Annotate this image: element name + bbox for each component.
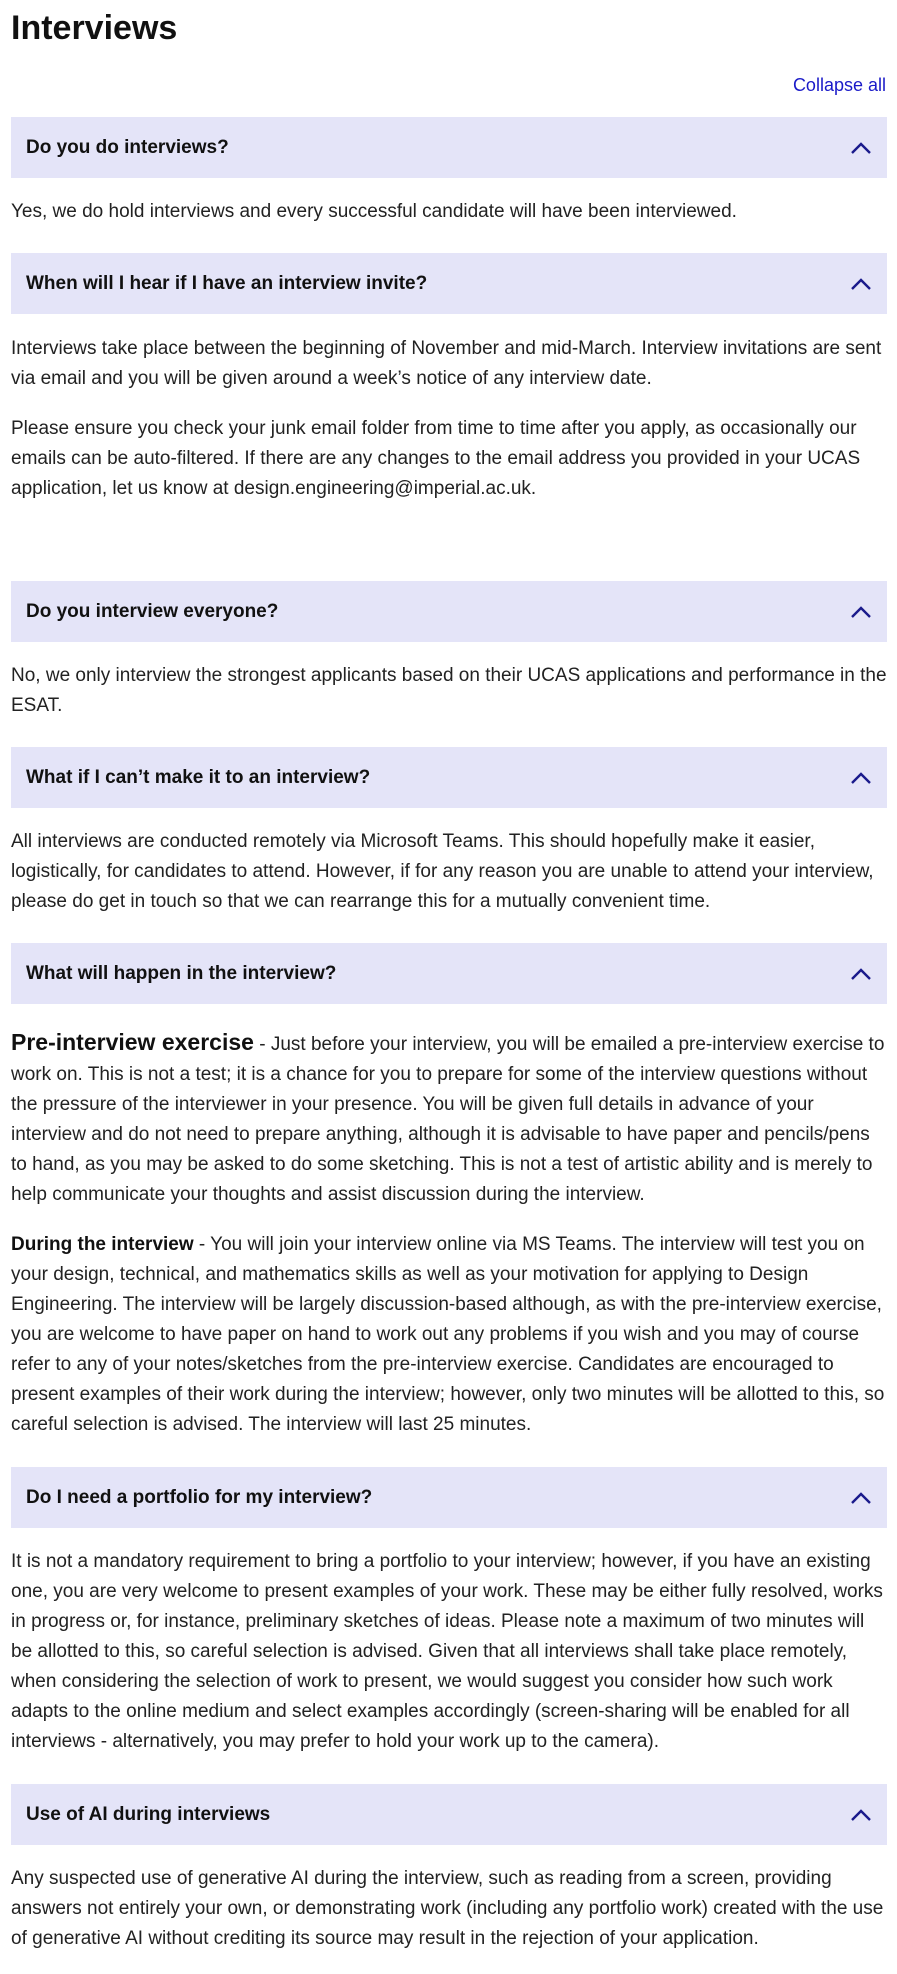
accordion-header-cant-make-it[interactable] xyxy=(11,747,887,808)
page-title: Interviews xyxy=(11,9,178,47)
accordion-answer xyxy=(11,334,889,524)
answer-paragraph: Any suspected use of generative AI during the interview, such as reading from a screen, providing answers not entirely your own, or demonstrating work (including any portfolio work) created with the use of generative AI without crediting its source may result in the rejection of your application. xyxy=(11,1868,884,1949)
answer-paragraph: No, we only interview the strongest applicants based on their UCAS applications and performance in the ESAT. xyxy=(11,665,887,716)
answer-paragraph: Interviews take place between the beginning of November and mid-March. Interview invitations are sent via email and you will be given around a week’s notice of any interview date. xyxy=(11,338,882,389)
pre-interview-heading: Pre-interview exercise xyxy=(11,1029,254,1055)
collapse-all-link[interactable]: Collapse all xyxy=(792,75,886,95)
accordion-header-interview-invite[interactable] xyxy=(11,253,887,314)
chevron-up-icon[interactable] xyxy=(850,771,872,785)
accordion-answer xyxy=(11,827,889,937)
answer-paragraph: All interviews are conducted remotely via Microsoft Teams. This should hopefully make it easier, logistically, for candidates to attend. However, if for any reason you are unable to attend your interview, please do get in touch so that we can rearrange this for a mutually convenient time. xyxy=(11,831,874,912)
accordion-question: Use of AI during interviews xyxy=(26,1803,271,1825)
accordion-answer xyxy=(11,661,889,741)
accordion-header-portfolio[interactable] xyxy=(11,1467,887,1528)
chevron-up-icon[interactable] xyxy=(850,605,872,619)
answer-paragraph: Yes, we do hold interviews and every successful candidate will have been interviewed. xyxy=(11,201,737,222)
accordion-question: What will happen in the interview? xyxy=(26,962,337,984)
accordion-question: When will I hear if I have an interview invite? xyxy=(26,272,428,294)
accordion-answer xyxy=(11,1027,889,1460)
accordion-question: Do you interview everyone? xyxy=(26,600,279,622)
accordion-header-what-will-happen[interactable] xyxy=(11,943,887,1004)
chevron-up-icon[interactable] xyxy=(850,967,872,981)
accordion-answer xyxy=(11,1864,889,1974)
accordion-header-do-you-do-interviews[interactable] xyxy=(11,117,887,178)
accordion-question: Do I need a portfolio for my interview? xyxy=(26,1486,373,1508)
accordion-answer xyxy=(11,197,889,247)
accordion-question: What if I can’t make it to an interview? xyxy=(26,766,371,788)
during-interview-heading: During the interview xyxy=(11,1234,194,1255)
pre-interview-paragraph xyxy=(11,1027,889,1210)
chevron-up-icon[interactable] xyxy=(850,1808,872,1822)
accordion-answer xyxy=(11,1547,889,1777)
chevron-up-icon[interactable] xyxy=(850,1491,872,1505)
accordion-header-interview-everyone[interactable] xyxy=(11,581,887,642)
during-interview-paragraph xyxy=(11,1230,889,1440)
during-interview-text: - You will join your interview online via MS Teams. The interview will test you on your design, technical, and mathematics skills as well as your motivation for applying to Design Engineering. The interview will be largely discussion-based although, as with the pre-interview exercise, you are welcome to have paper on hand to work out any problems if you wish and you may of course refer to any of your notes/sketches from the pre-interview exercise. Candidates are encouraged to present examples of their work during the interview; however, only two minutes will be allotted to this, so careful selection is advised. The interview will last 25 minutes. xyxy=(11,1234,885,1435)
answer-paragraph: Please ensure you check your junk email folder from time to time after you apply, as occasionally our emails can be auto-filtered. If there are any changes to the email address you provided in your UCAS application, let us know at design.engineering@imperial.ac.uk. xyxy=(11,418,861,499)
accordion-question: Do you do interviews? xyxy=(26,136,229,158)
accordion-header-use-of-ai[interactable] xyxy=(11,1784,887,1845)
chevron-up-icon[interactable] xyxy=(850,141,872,155)
chevron-up-icon[interactable] xyxy=(850,277,872,291)
answer-paragraph: It is not a mandatory requirement to bring a portfolio to your interview; however, if you have an existing one, you are very welcome to present examples of your work. These may be either fully resolved, works in progress or, for instance, preliminary sketches of ideas. Please note a maximum of two minutes will be allotted to this, so careful selection is advised. Given that all interviews shall take place remotely, when considering the selection of work to present, we would suggest you consider how such work adapts to the online medium and select examples accordingly (screen-sharing will be enabled for all interviews - alternatively, you may prefer to hold your work up to the camera). xyxy=(11,1551,883,1752)
pre-interview-text: - Just before your interview, you will be emailed a pre-interview exercise to work on. This is not a test; it is a chance for you to prepare for some of the interview questions without the pressure of the interviewer in your presence. You will be given full details in advance of your interview and do not need to prepare anything, although it is advisable to have paper and pencils/pens to hand, as you may be asked to do some sketching. This is not a test of artistic ability and is merely to help communicate your thoughts and assist discussion during the interview. xyxy=(11,1034,885,1205)
